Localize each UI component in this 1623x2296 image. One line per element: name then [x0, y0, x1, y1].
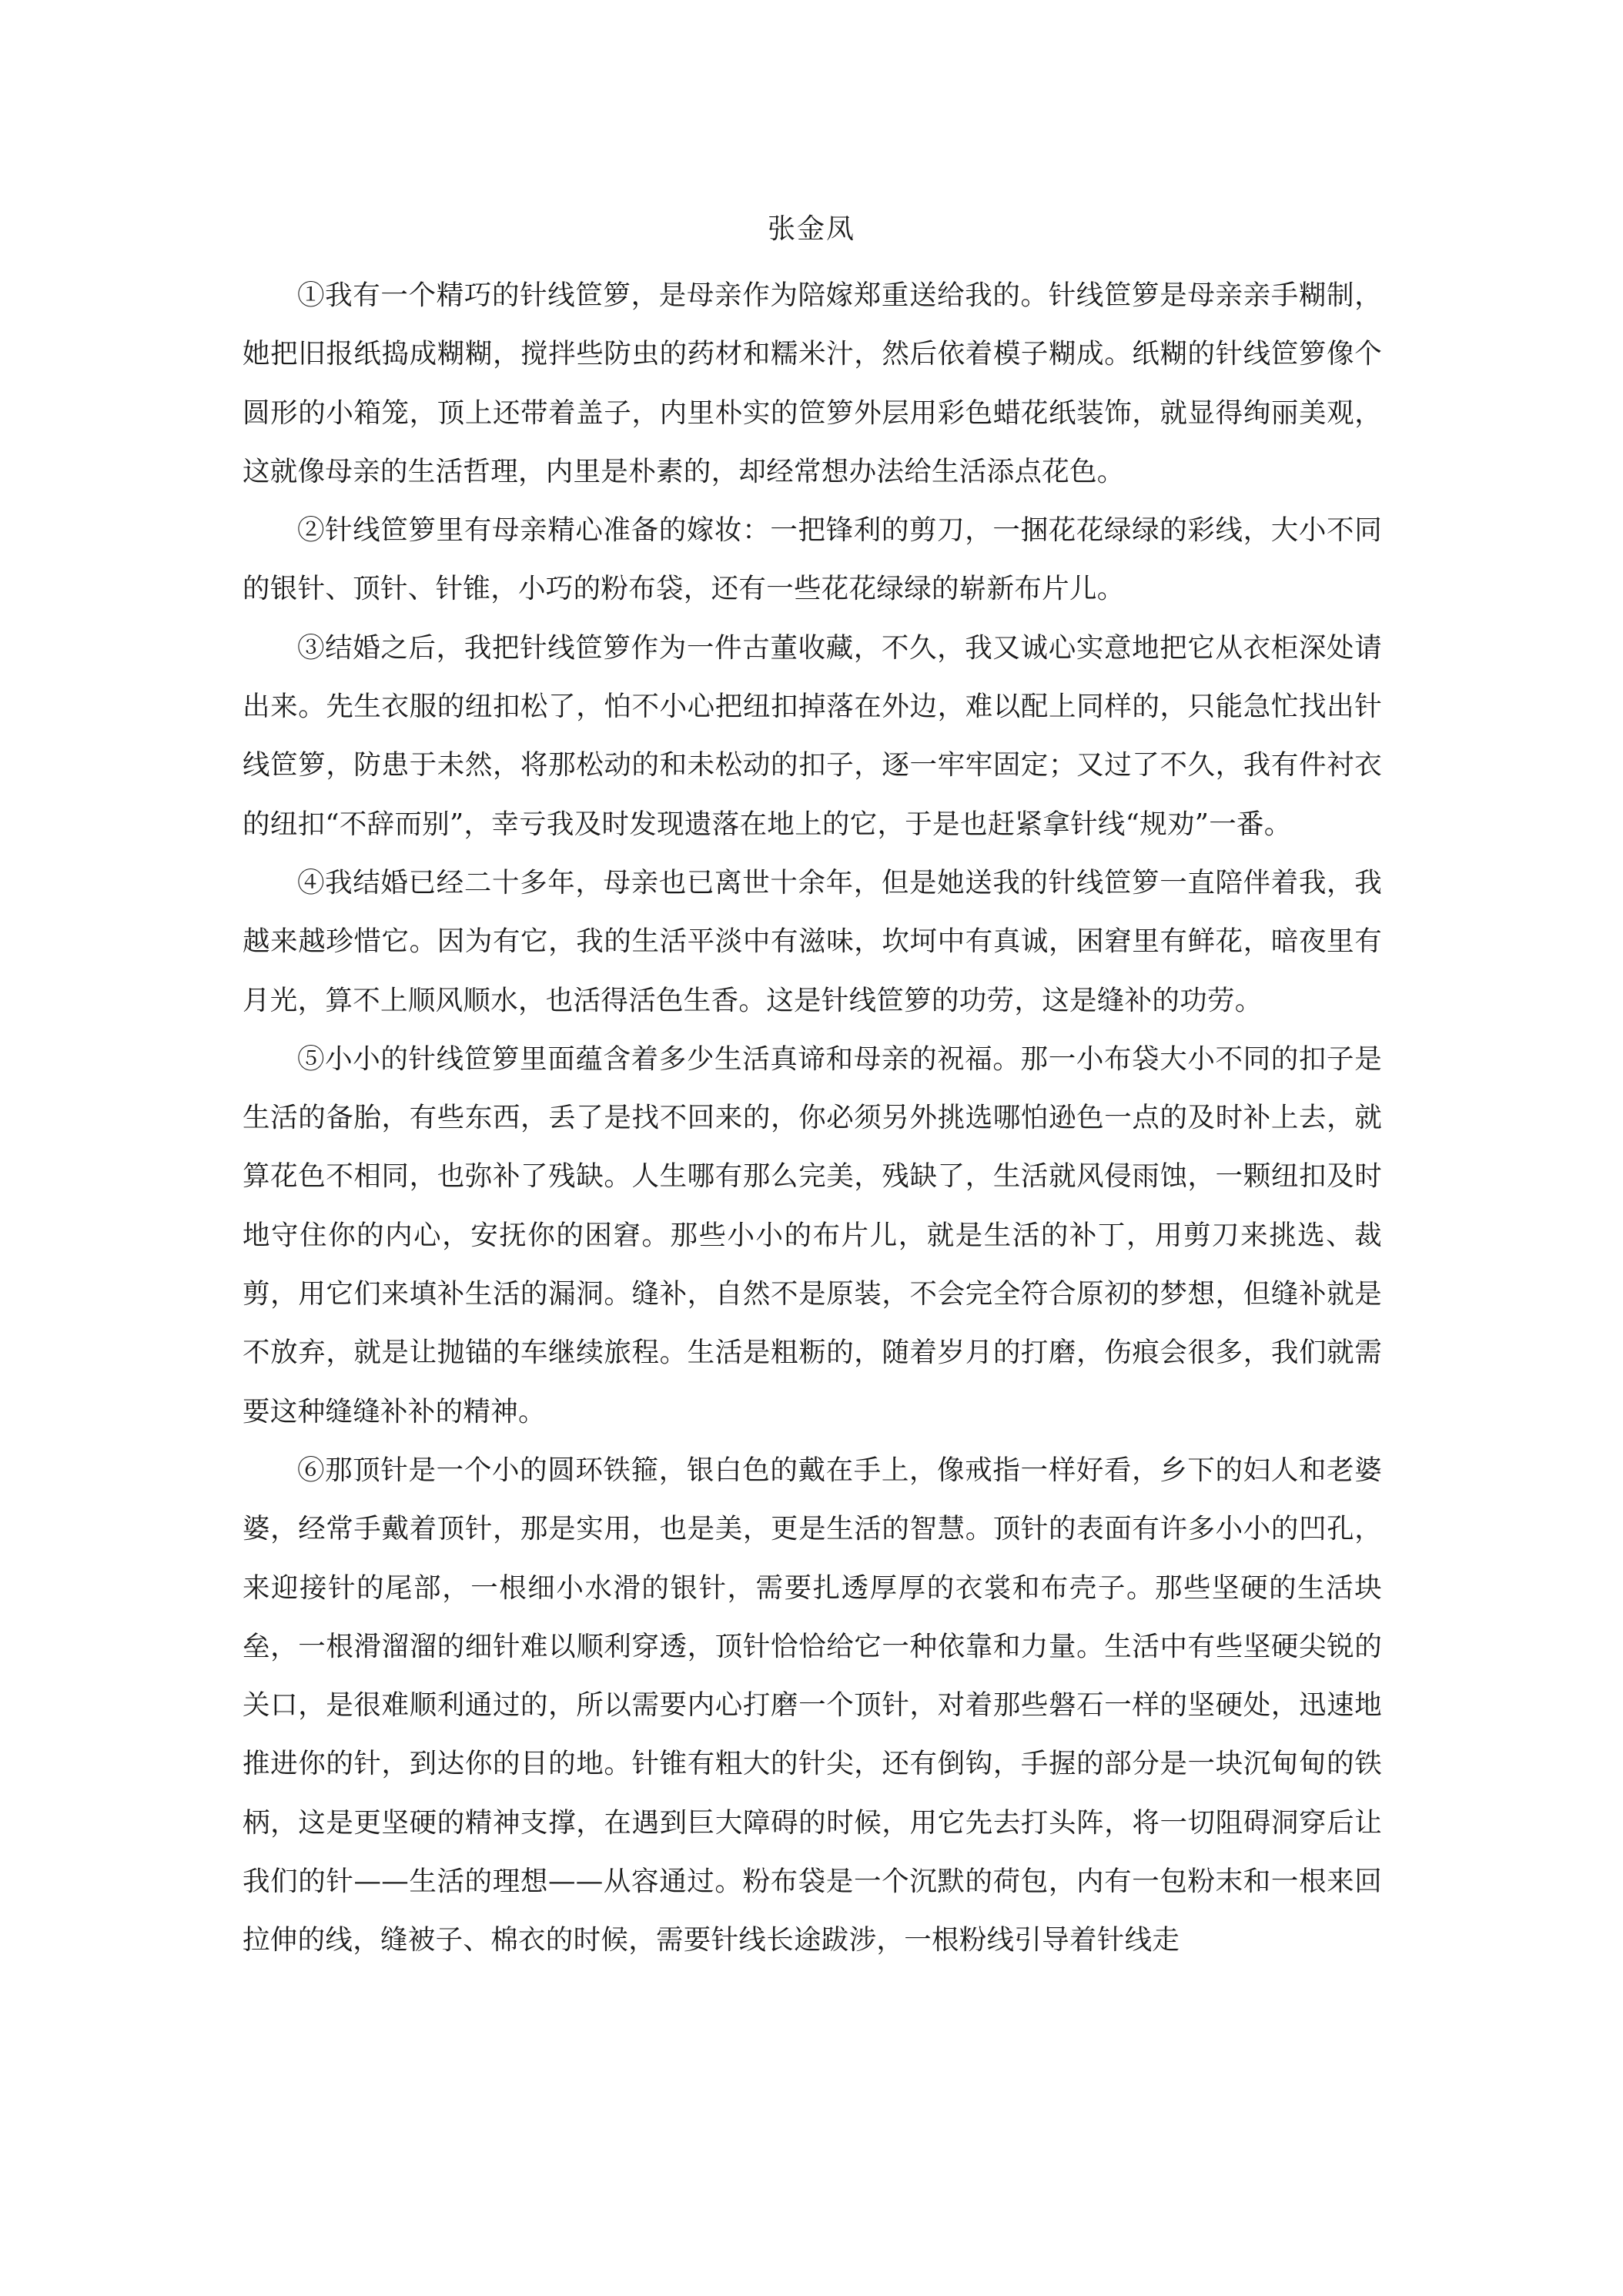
paragraph-3: ③结婚之后，我把针线笸箩作为一件古董收藏，不久，我又诚心实意地把它从衣柜深处请出来。先生衣服的纽扣松了，怕不小心把纽扣掉落在外边，难以配上同样的，只能急忙找出针线笸箩，防患于未然，将那松动的和未松动的扣子，逐一牢牢固定；又过了不久，我有件衬衣的纽扣“不辞而别”，幸亏我及时发现遗落在地上的它，于是也赶紧拿针线“规劝”一番。 — [243, 631, 1382, 840]
paragraph-6: ⑥那顶针是一个小的圆环铁箍，银白色的戴在手上，像戒指一样好看，乡下的妇人和老婆婆，经常手戴着顶针，那是实用，也是美，更是生活的智慧。顶针的表面有许多小小的凹孔，来迎接针的尾部，一根细小水滑的银针，需要扎透厚厚的衣裳和布壳子。那些坚硬的生活块垒，一根滑溜溜的细针难以顺利穿透，顶针恰恰给它一种依靠和力量。生活中有些坚硬尖锐的关口，是很难顺利通过的，所以需要内心打磨一个顶针，对着那些磐石一样的坚硬处，迅速地推进你的针，到达你的目的地。针锥有粗大的针尖，还有倒钩，手握的部分是一块沉甸甸的铁柄，这是更坚硬的精神支撑，在遇到巨大障碍的时候，用它先去打头阵，将一切阻碍洞穿后让我们的针——生活的理想——从容通过。粉布袋是一个沉默的荷包，内有一包粉末和一根来回拉伸的线，缝被子、棉衣的时候，需要针线长途跋涉，一根粉线引导着针线走 — [243, 1454, 1382, 1956]
paragraph-5: ⑤小小的针线笸箩里面蕴含着多少生活真谛和母亲的祝福。那一小布袋大小不同的扣子是生活的备胎，有些东西，丢了是找不回来的，你必须另外挑选哪怕逊色一点的及时补上去，就算花色不相同，也弥补了残缺。人生哪有那么完美，残缺了，生活就风侵雨蚀，一颗纽扣及时地守住你的内心，安抚你的困窘。那些小小的布片儿，就是生活的补丁，用剪刀来挑选、裁剪，用它们来填补生活的漏洞。缝补，自然不是原装，不会完全符合原初的梦想，但缝补就是不放弃，就是让抛锚的车继续旅程。生活是粗粝的，随着岁月的打磨，伤痕会很多，我们就需要这种缝缝补补的精神。 — [243, 1043, 1382, 1427]
paragraph-4: ④我结婚已经二十多年，母亲也已离世十余年，但是她送我的针线笸箩一直陪伴着我，我越来越珍惜它。因为有它，我的生活平淡中有滋味，坎坷中有真诚，困窘里有鲜花，暗夜里有月光，算不上顺风顺水，也活得活色生香。这是针线笸箩的功劳，这是缝补的功劳。 — [243, 866, 1382, 1016]
paragraph-1: ①我有一个精巧的针线笸箩，是母亲作为陪嫁郑重送给我的。针线笸箩是母亲亲手糊制，她把旧报纸捣成糊糊，搅拌些防虫的药材和糯米汁，然后依着模子糊成。纸糊的针线笸箩像个圆形的小箱笼，顶上还带着盖子，内里朴实的笸箩外层用彩色蜡花纸装饰，就显得绚丽美观，这就像母亲的生活哲理，内里是朴素的，却经常想办法给生活添点花色。 — [243, 279, 1382, 487]
paragraph-2: ②针线笸箩里有母亲精心准备的嫁妆：一把锋利的剪刀，一捆花花绿绿的彩线，大小不同的银针、顶针、针锥，小巧的粉布袋，还有一些花花绿绿的崭新布片儿。 — [243, 514, 1382, 605]
author-name: 张金凤 — [767, 213, 855, 245]
essay-body — [243, 266, 1382, 1970]
